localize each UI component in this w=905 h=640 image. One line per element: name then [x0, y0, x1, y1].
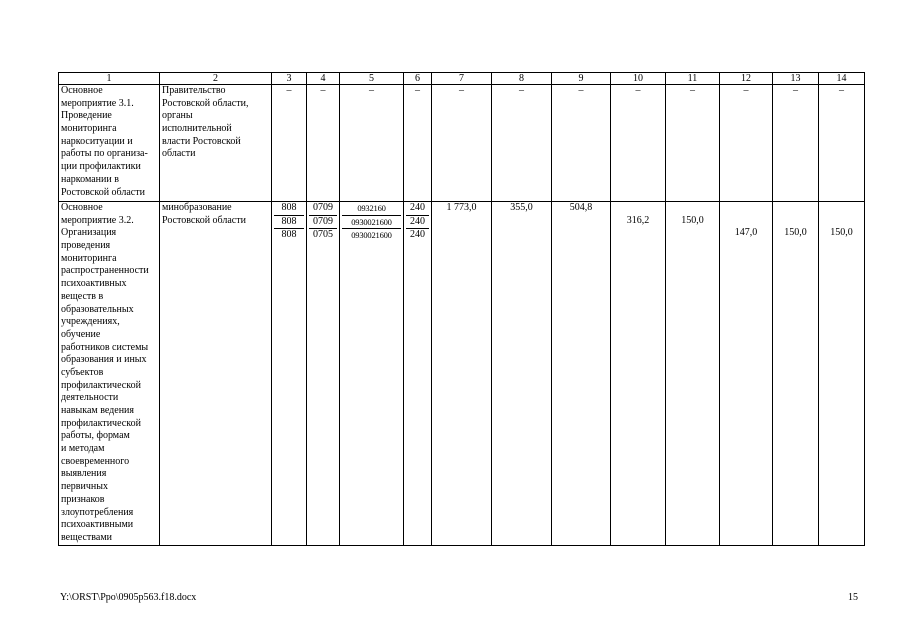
text-line: мониторинга: [61, 252, 117, 264]
dash-cell: –: [340, 85, 404, 202]
dash-cell: –: [819, 85, 865, 202]
text-line: деятельности: [61, 392, 119, 404]
header-cell: 2: [160, 73, 272, 85]
text-line: профилактической: [61, 379, 141, 391]
value-cell: [666, 202, 720, 546]
header-cell: 9: [552, 73, 611, 85]
dash-cell: –: [611, 85, 666, 202]
text-line: выявления: [61, 468, 107, 480]
text-line: субъектов: [61, 366, 104, 378]
text-line: Основное: [61, 85, 103, 96]
text-line: навыкам ведения: [61, 405, 135, 416]
text-line: минобразование: [162, 202, 232, 213]
value-cell: [773, 202, 819, 546]
gr-code: 808: [274, 202, 304, 216]
text-line: области: [162, 148, 196, 160]
text-line: учреждениях,: [61, 316, 120, 328]
header-cell: 3: [272, 73, 307, 85]
rz-pr-code: 0709: [309, 202, 337, 216]
vr-code: 240: [406, 202, 429, 216]
dash-cell: –: [307, 85, 340, 202]
value-amount: 150,0: [784, 227, 807, 239]
gr-code: 808: [281, 229, 297, 241]
text-line: ции профилактики: [61, 161, 141, 173]
text-line: психоактивных: [61, 278, 127, 290]
value-cell: [611, 202, 666, 546]
text-line: мониторинга: [61, 123, 117, 135]
value-cell: [720, 202, 773, 546]
dash-cell: –: [720, 85, 773, 202]
vr-cell: [404, 202, 432, 546]
csr-code: 0932160: [342, 202, 401, 216]
header-cell: 6: [404, 73, 432, 85]
text-line: работников системы: [61, 341, 149, 353]
text-line: наркоситуации и: [61, 135, 133, 147]
header-cell: 10: [611, 73, 666, 85]
measure-3-1-title: [59, 85, 160, 202]
text-line: психоактивными: [61, 519, 134, 531]
text-line: своевременного: [61, 455, 130, 467]
dash-cell: –: [666, 85, 720, 202]
measure-3-2-title: [59, 202, 160, 546]
dash-cell: –: [432, 85, 492, 202]
text-line: Правительство: [162, 85, 226, 96]
text-line: Проведение: [61, 110, 112, 122]
value-cell: [552, 202, 611, 546]
text-line: власти Ростовской: [162, 135, 241, 147]
header-cell: 4: [307, 73, 340, 85]
text-line: обучение: [61, 328, 101, 340]
value-amount: 150,0: [681, 214, 704, 226]
csr-code: 0930021600: [342, 216, 401, 230]
measure-3-2-executor: [160, 202, 272, 546]
value-cell: [819, 202, 865, 546]
text-line: распространенности: [61, 265, 149, 277]
value-amount: 355,0: [510, 202, 533, 213]
text-line: веществ в: [61, 290, 104, 302]
header-cell: 1: [59, 73, 160, 85]
rz-pr-code: 0705: [313, 229, 333, 241]
text-line: мероприятие 3.1.: [61, 97, 134, 109]
text-line: профилактической: [61, 417, 141, 429]
header-cell: 12: [720, 73, 773, 85]
measure-3-1-executor: [160, 85, 272, 202]
value-amount: 150,0: [830, 227, 853, 239]
text-line: образовательных: [61, 303, 134, 315]
text-line: работы, формам: [61, 430, 130, 442]
text-line: проведения: [61, 240, 111, 252]
text-line: образования и иных: [61, 354, 147, 366]
value-amount: 147,0: [734, 227, 758, 239]
text-line: наркомании в: [61, 173, 119, 185]
dash-cell: –: [404, 85, 432, 202]
page-number: 15: [848, 592, 858, 603]
text-line: и методам: [61, 443, 105, 455]
rz-pr-cell: [307, 202, 340, 546]
gr-code: 808: [274, 216, 304, 230]
dash-cell: –: [773, 85, 819, 202]
text-line: Ростовской области,: [162, 97, 249, 109]
dash-cell: –: [272, 85, 307, 202]
text-line: работы по организа-: [61, 148, 148, 160]
text-line: первичных: [61, 481, 108, 493]
text-line: Основное: [61, 202, 103, 213]
text-line: Ростовской области: [162, 214, 246, 226]
footer-file-path: Y:\ORST\Ppo\0905p563.f18.docx: [60, 592, 197, 603]
header-cell: 8: [492, 73, 552, 85]
text-line: мероприятие 3.2.: [61, 214, 134, 226]
header-cell: 5: [340, 73, 404, 85]
value-amount: 316,2: [626, 214, 650, 226]
text-line: Организация: [61, 227, 117, 239]
value-cell: [492, 202, 552, 546]
header-row: [59, 73, 865, 85]
budget-table: [58, 72, 865, 546]
gr-spending-cell: [272, 202, 307, 546]
text-line: злоупотребления: [61, 506, 134, 518]
header-cell: 7: [432, 73, 492, 85]
text-line: признаков: [61, 493, 105, 505]
rz-pr-code: 0709: [309, 216, 337, 230]
vr-code: 240: [410, 229, 425, 241]
text-line: Ростовской области: [61, 186, 145, 198]
value-cell: [432, 202, 492, 546]
csr-code: 0930021600: [351, 230, 392, 241]
vr-code: 240: [406, 216, 429, 230]
text-line: исполнительной: [162, 123, 232, 135]
text-line: органы: [162, 110, 193, 122]
table-row-measure-3-2: [59, 202, 865, 546]
header-cell: 14: [819, 73, 865, 85]
dash-cell: –: [552, 85, 611, 202]
dash-cell: –: [492, 85, 552, 202]
header-cell: 11: [666, 73, 720, 85]
csr-cell: [340, 202, 404, 546]
value-amount: 1 773,0: [446, 202, 477, 213]
header-cell: 13: [773, 73, 819, 85]
value-amount: 504,8: [569, 202, 593, 213]
text-line: веществами: [61, 531, 113, 543]
table-row-measure-3-1: [59, 85, 865, 202]
